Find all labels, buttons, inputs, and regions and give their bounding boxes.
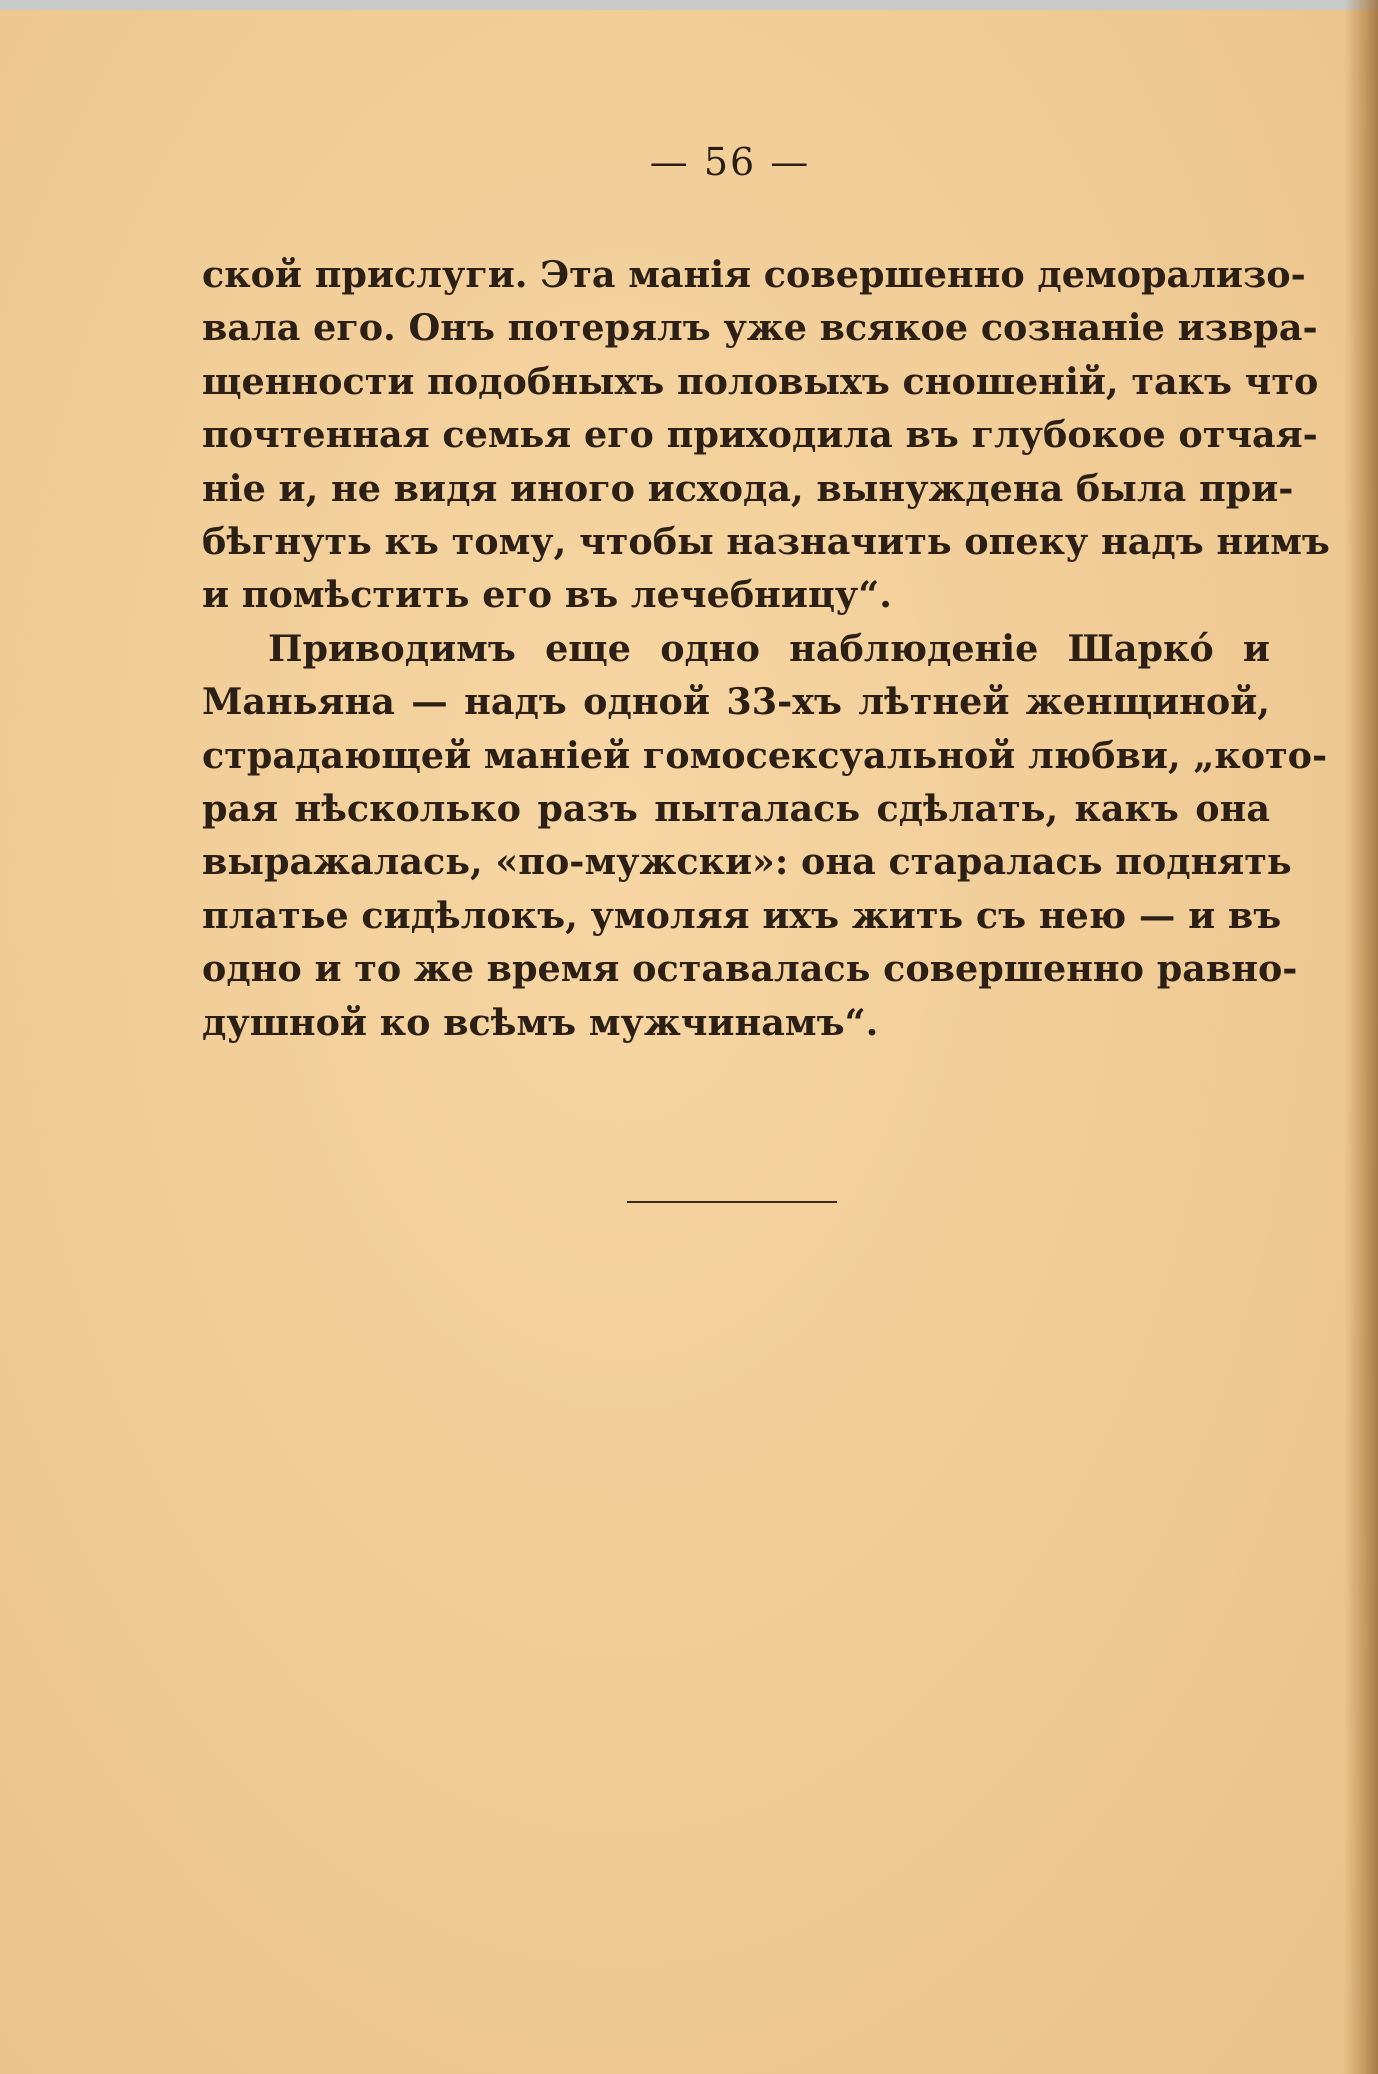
text-line: вала его. Онъ потерялъ уже всякое сознаніе извра- xyxy=(202,306,1318,350)
text-line: ской прислуги. Эта манія совершенно деморализо- xyxy=(202,253,1306,296)
text-line: бѣгнуть къ тому, чтобы назначить опеку надъ нимъ xyxy=(202,520,1330,564)
page-spine-shadow xyxy=(1344,0,1378,2074)
text-line: душной ко всѣмъ мужчинамъ“. xyxy=(202,1000,879,1044)
text-line: выражалась, «по-мужски»: она старалась поднять xyxy=(202,840,1292,884)
body-text xyxy=(202,248,1330,1049)
text-line: и помѣстить его въ лечебницу“. xyxy=(202,573,892,617)
paragraph-1 xyxy=(202,248,1330,622)
text-line: страдающей маніей гомосексуальной любви, „кото- xyxy=(202,733,1328,777)
text-line: Приводимъ еще одно наблюденіе Шарко́ и xyxy=(268,626,1270,670)
text-line: ніе и, не видя иного исхода, вынуждена была при- xyxy=(202,466,1294,510)
scan-top-edge xyxy=(0,0,1378,10)
text-line: почтенная семья его приходила въ глубокое отчая- xyxy=(202,413,1318,457)
text-line: Маньяна — надъ одной 33-хъ лѣтней женщиной, xyxy=(202,680,1270,724)
section-divider xyxy=(627,1201,837,1203)
page-number: — 56 — xyxy=(649,140,811,184)
text-line: платье сидѣлокъ, умоляя ихъ жить съ нею — и въ xyxy=(202,893,1282,937)
text-line: щенности подобныхъ половыхъ сношеній, такъ что xyxy=(202,359,1319,403)
paragraph-2 xyxy=(202,622,1328,1049)
text-line: одно и то же время оставалась совершенно равно- xyxy=(202,947,1298,991)
text-line: рая нѣсколько разъ пыталась сдѣлать, какъ она xyxy=(202,787,1270,831)
